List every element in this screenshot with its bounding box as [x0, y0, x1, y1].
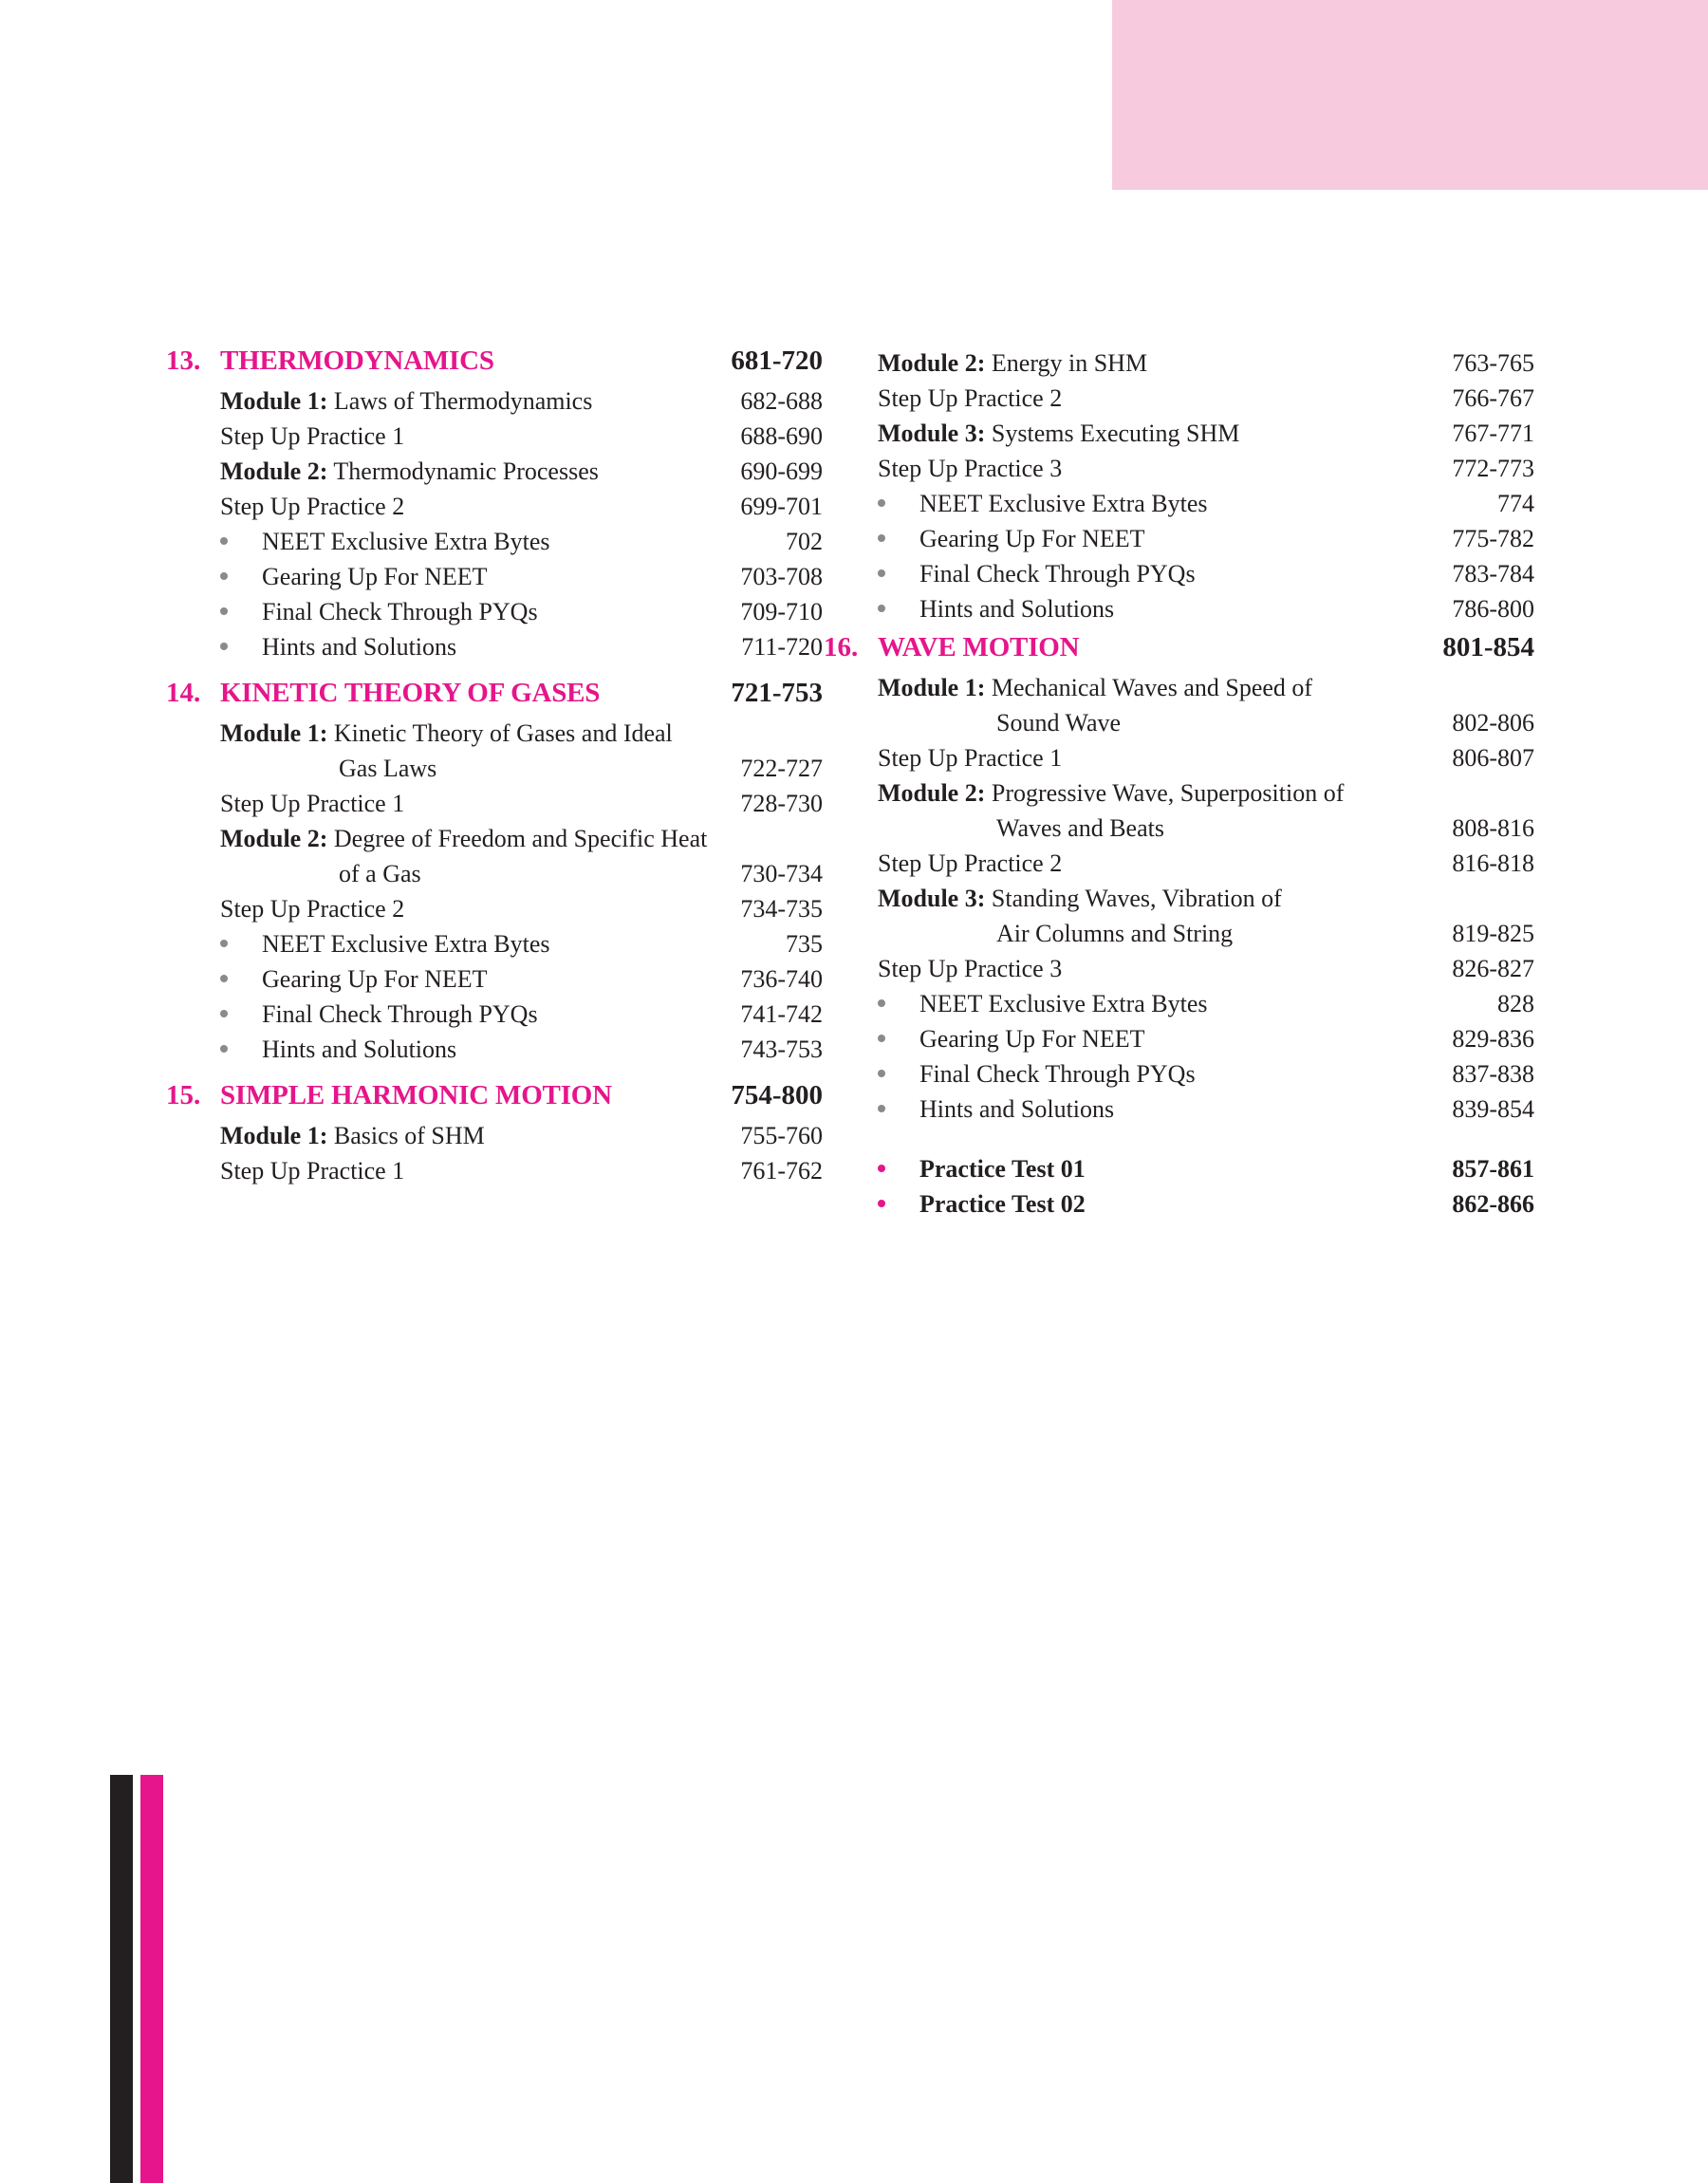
module-label: Module 2: — [220, 825, 328, 852]
chapter-heading[interactable] — [824, 632, 1534, 670]
entry-text: Gearing Up For NEET — [262, 563, 488, 590]
entry-text: Step Up Practice 1 — [220, 1157, 405, 1185]
bullet-icon — [878, 1165, 885, 1172]
toc-entry-continued[interactable] — [878, 916, 1534, 951]
chapter-heading[interactable] — [166, 1080, 823, 1118]
entry-pages: 711-720 — [741, 633, 823, 661]
toc-entry[interactable] — [166, 419, 823, 454]
toc-bullet-entry[interactable] — [878, 1056, 1534, 1092]
bullet-icon — [878, 605, 885, 612]
entry-pages: 774 — [1497, 490, 1534, 517]
entry-text: Step Up Practice 2 — [878, 384, 1063, 412]
toc-entry[interactable] — [878, 670, 1534, 705]
entry-pages: 735 — [786, 930, 823, 958]
entry-text-continued: Sound Wave — [996, 709, 1122, 737]
module-label: Module 1: — [878, 674, 986, 701]
entry-text: Practice Test 02 — [919, 1190, 1086, 1218]
entry-text-continued: Air Columns and String — [996, 920, 1234, 947]
toc-bullet-entry[interactable] — [166, 629, 823, 664]
entry-text: Step Up Practice 2 — [220, 895, 405, 923]
entry-pages: 808-816 — [1452, 814, 1534, 842]
entry-pages: 743-753 — [740, 1036, 823, 1063]
entry-text: Energy in SHM — [991, 349, 1148, 377]
entry-pages: 741-742 — [740, 1000, 823, 1028]
module-label: Module 3: — [878, 885, 986, 912]
toc-bullet-entry[interactable] — [878, 1021, 1534, 1056]
entry-pages: 839-854 — [1452, 1095, 1534, 1123]
toc-entry[interactable] — [878, 345, 1534, 381]
entry-pages: 699-701 — [740, 493, 823, 520]
chapter-number: 14. — [166, 678, 201, 708]
toc-bullet-entry[interactable] — [166, 594, 823, 629]
entry-text: Final Check Through PYQs — [919, 560, 1196, 588]
chapter-title: THERMODYNAMICS — [220, 345, 494, 376]
chapter-heading[interactable] — [166, 345, 823, 383]
toc-entry[interactable] — [878, 381, 1534, 416]
entry-pages: 761-762 — [740, 1157, 823, 1185]
toc-bullet-entry[interactable] — [878, 556, 1534, 591]
entry-pages: 736-740 — [740, 965, 823, 993]
entry-text-continued: Gas Laws — [339, 755, 437, 782]
entry-pages: 826-827 — [1452, 955, 1534, 982]
entry-pages: 688-690 — [740, 422, 823, 450]
bullet-icon — [220, 537, 228, 545]
entry-pages: 767-771 — [1452, 420, 1534, 447]
module-label: Module 1: — [220, 387, 328, 415]
entry-text: Thermodynamic Processes — [333, 457, 599, 485]
toc-entry[interactable] — [878, 881, 1534, 916]
entry-pages: 730-734 — [740, 860, 823, 887]
entry-text: Final Check Through PYQs — [262, 1000, 538, 1028]
entry-text: Practice Test 01 — [919, 1155, 1086, 1183]
entry-text: Gearing Up For NEET — [919, 525, 1145, 552]
toc-entry[interactable] — [878, 740, 1534, 775]
entry-text: Progressive Wave, Superposition of — [991, 779, 1345, 807]
entry-pages: 763-765 — [1452, 349, 1534, 377]
bullet-icon — [220, 1010, 228, 1017]
toc-entry[interactable] — [166, 1153, 823, 1188]
bullet-icon — [878, 499, 885, 507]
entry-pages: 802-806 — [1452, 709, 1534, 737]
entry-pages: 682-688 — [740, 387, 823, 415]
toc-entry-continued[interactable] — [878, 705, 1534, 740]
entry-text: Gearing Up For NEET — [262, 965, 488, 993]
chapter-pages: 801-854 — [1442, 632, 1534, 662]
toc-entry[interactable] — [166, 821, 823, 856]
practice-test-entry[interactable] — [878, 1151, 1534, 1186]
toc-bullet-entry[interactable] — [878, 521, 1534, 556]
entry-pages: 829-836 — [1452, 1025, 1534, 1053]
bullet-icon — [220, 607, 228, 615]
module-label: Module 2: — [878, 349, 986, 377]
entry-text: Hints and Solutions — [262, 1036, 457, 1063]
entry-pages: 775-782 — [1452, 525, 1534, 552]
entry-text: NEET Exclusive Extra Bytes — [262, 930, 550, 958]
bullet-icon — [878, 569, 885, 577]
entry-text: Step Up Practice 3 — [878, 455, 1063, 482]
entry-text: Systems Executing SHM — [991, 420, 1240, 447]
entry-text-continued: of a Gas — [339, 860, 421, 887]
entry-text: Final Check Through PYQs — [919, 1060, 1196, 1088]
toc-bullet-entry[interactable] — [166, 524, 823, 559]
toc-entry-continued[interactable] — [166, 856, 823, 891]
toc-entry-continued[interactable] — [878, 811, 1534, 846]
entry-pages: 734-735 — [740, 895, 823, 923]
entry-pages: 819-825 — [1452, 920, 1534, 947]
entry-text-continued: Waves and Beats — [996, 814, 1164, 842]
module-label: Module 1: — [220, 1122, 328, 1149]
toc-bullet-entry[interactable] — [166, 997, 823, 1032]
toc-bullet-entry[interactable] — [166, 926, 823, 961]
toc-entry[interactable] — [166, 489, 823, 524]
entry-pages: 857-861 — [1452, 1155, 1534, 1183]
entry-pages: 786-800 — [1452, 595, 1534, 623]
bullet-icon — [220, 1045, 228, 1053]
toc-bullet-entry[interactable] — [878, 986, 1534, 1021]
entry-text: Laws of Thermodynamics — [333, 387, 593, 415]
chapter-pages: 754-800 — [731, 1080, 823, 1110]
bullet-icon — [878, 999, 885, 1007]
entry-pages: 772-773 — [1452, 455, 1534, 482]
bullet-icon — [878, 1105, 885, 1112]
bullet-icon — [878, 1200, 885, 1207]
module-label: Module 2: — [220, 457, 328, 485]
entry-text: Hints and Solutions — [262, 633, 457, 661]
bullet-icon — [878, 534, 885, 542]
entry-pages: 728-730 — [740, 790, 823, 817]
entry-text: Step Up Practice 2 — [220, 493, 405, 520]
entry-pages: 722-727 — [740, 755, 823, 782]
corner-decoration — [1112, 0, 1708, 190]
side-bar-pink — [140, 1775, 163, 2183]
module-label: Module 2: — [878, 779, 986, 807]
entry-text: Step Up Practice 1 — [878, 744, 1063, 772]
entry-pages: 690-699 — [740, 457, 823, 485]
toc-entry[interactable] — [166, 786, 823, 821]
entry-text: Basics of SHM — [333, 1122, 485, 1149]
entry-text: Mechanical Waves and Speed of — [991, 674, 1313, 701]
toc-right-column — [824, 345, 1534, 1222]
module-label: Module 1: — [220, 719, 328, 747]
toc-bullet-entry[interactable] — [878, 591, 1534, 626]
toc-bullet-entry[interactable] — [878, 1092, 1534, 1127]
entry-text: Step Up Practice 1 — [220, 790, 405, 817]
toc-entry[interactable] — [878, 416, 1534, 451]
entry-pages: 806-807 — [1452, 744, 1534, 772]
bullet-icon — [220, 643, 228, 650]
entry-text: Step Up Practice 1 — [220, 422, 405, 450]
chapter-number: 13. — [166, 345, 201, 376]
module-label: Module 3: — [878, 420, 986, 447]
entry-text: Degree of Freedom and Specific Heat — [333, 825, 708, 852]
entry-text: Gearing Up For NEET — [919, 1025, 1145, 1053]
toc-entry[interactable] — [166, 1118, 823, 1153]
entry-pages: 703-708 — [740, 563, 823, 590]
entry-text: Final Check Through PYQs — [262, 598, 538, 625]
chapter-pages: 721-753 — [731, 678, 823, 708]
chapter-heading[interactable] — [166, 678, 823, 716]
entry-pages: 702 — [786, 528, 823, 555]
entry-text: Hints and Solutions — [919, 595, 1115, 623]
toc-entry[interactable] — [166, 716, 823, 751]
entry-text: Standing Waves, Vibration of — [991, 885, 1282, 912]
toc-entry[interactable] — [166, 891, 823, 926]
bullet-icon — [220, 572, 228, 580]
bullet-icon — [220, 975, 228, 982]
entry-text: NEET Exclusive Extra Bytes — [919, 490, 1208, 517]
chapter-pages: 681-720 — [731, 345, 823, 376]
entry-pages: 755-760 — [740, 1122, 823, 1149]
toc-entry[interactable] — [878, 951, 1534, 986]
entry-pages: 816-818 — [1452, 849, 1534, 877]
practice-test-entry[interactable] — [878, 1186, 1534, 1222]
entry-text: Step Up Practice 2 — [878, 849, 1063, 877]
chapter-number: 15. — [166, 1080, 201, 1110]
entry-text: Hints and Solutions — [919, 1095, 1115, 1123]
toc-bullet-entry[interactable] — [166, 559, 823, 594]
entry-pages: 766-767 — [1452, 384, 1534, 412]
toc-entry[interactable] — [166, 454, 823, 489]
side-bar-dark — [110, 1775, 133, 2183]
chapter-title: KINETIC THEORY OF GASES — [220, 678, 601, 708]
entry-pages: 862-866 — [1452, 1190, 1534, 1218]
entry-text: NEET Exclusive Extra Bytes — [919, 990, 1208, 1017]
toc-bullet-entry[interactable] — [166, 961, 823, 997]
toc-bullet-entry[interactable] — [166, 1032, 823, 1067]
toc-entry[interactable] — [878, 451, 1534, 486]
chapter-title: WAVE MOTION — [878, 632, 1080, 662]
entry-pages: 709-710 — [740, 598, 823, 625]
entry-text: Kinetic Theory of Gases and Ideal — [333, 719, 673, 747]
entry-pages: 828 — [1497, 990, 1534, 1017]
entry-text: Step Up Practice 3 — [878, 955, 1063, 982]
toc-entry-continued[interactable] — [166, 751, 823, 786]
entry-pages: 783-784 — [1452, 560, 1534, 588]
bullet-icon — [220, 940, 228, 947]
chapter-title: SIMPLE HARMONIC MOTION — [220, 1080, 612, 1110]
toc-entry[interactable] — [878, 775, 1534, 811]
entry-text: NEET Exclusive Extra Bytes — [262, 528, 550, 555]
toc-bullet-entry[interactable] — [878, 486, 1534, 521]
chapter-number: 16. — [824, 632, 859, 662]
entry-pages: 837-838 — [1452, 1060, 1534, 1088]
toc-entry[interactable] — [166, 383, 823, 419]
bullet-icon — [878, 1035, 885, 1042]
toc-left-column — [166, 345, 823, 1188]
toc-entry[interactable] — [878, 846, 1534, 881]
bullet-icon — [878, 1070, 885, 1077]
